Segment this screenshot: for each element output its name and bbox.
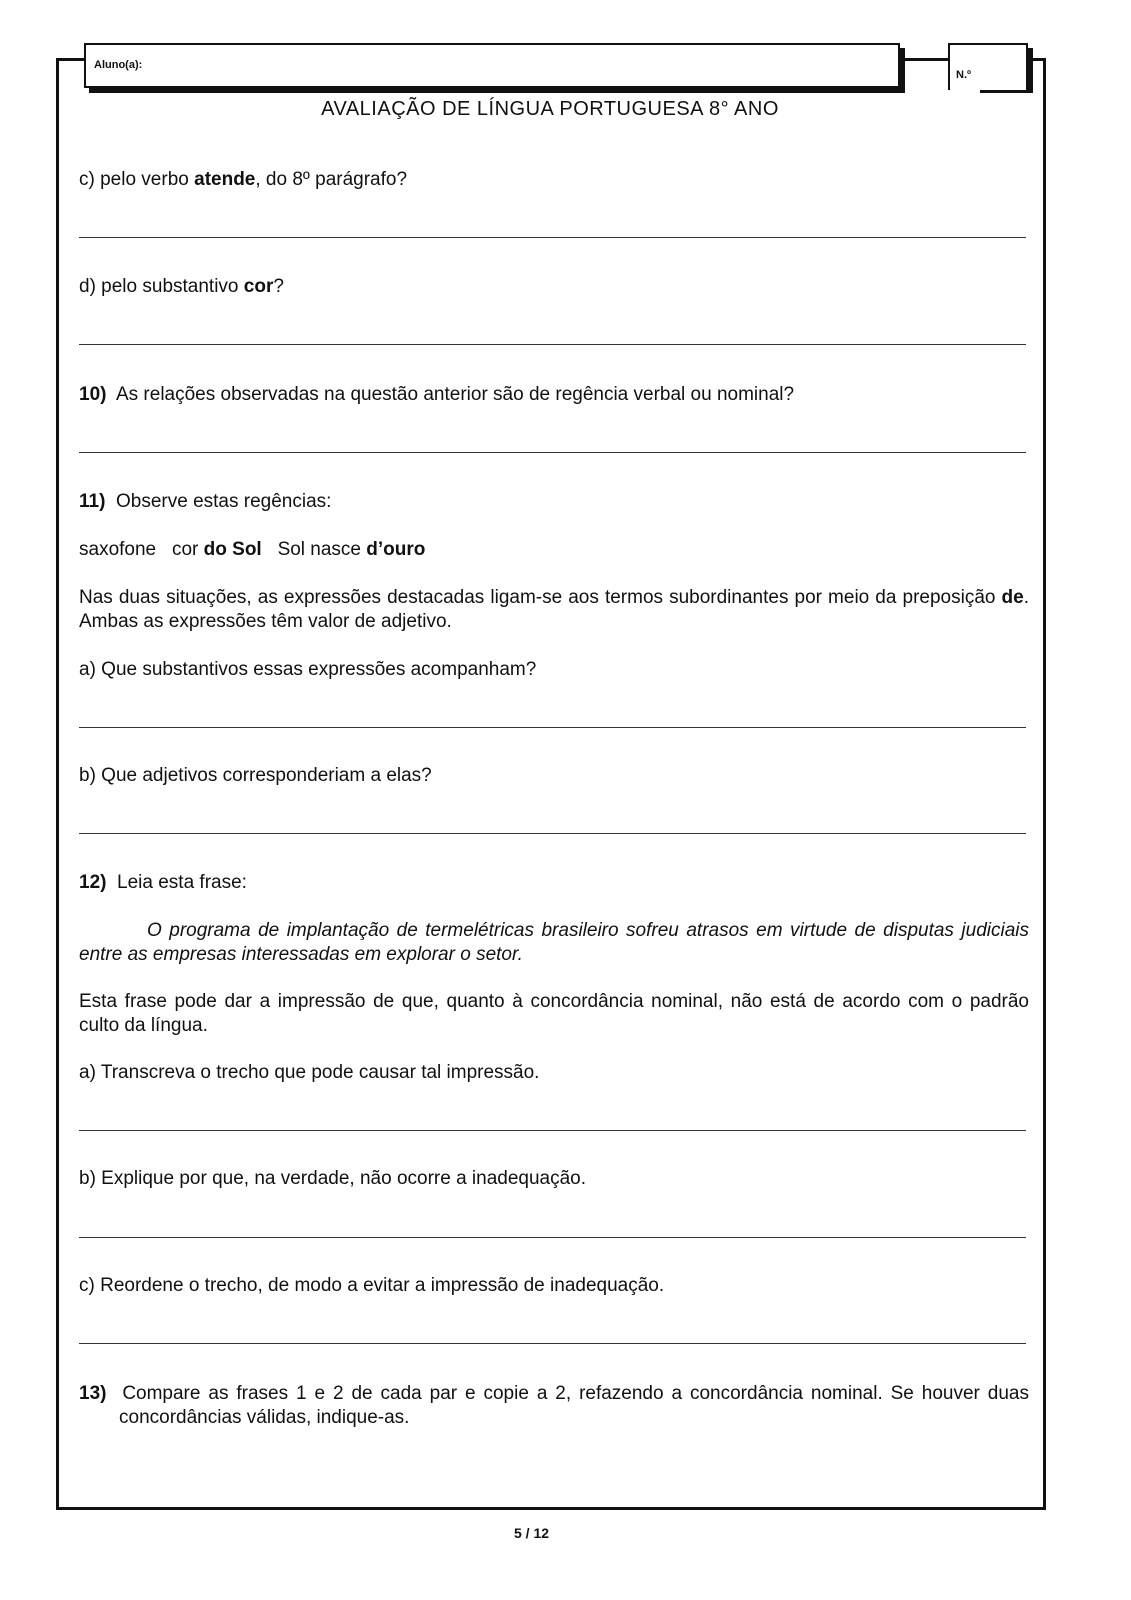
question-11-examples: saxofone cor do Sol Sol nasce d’ouro: [79, 539, 426, 560]
question-12a: a) Transcreva o trecho que pode causar tal impressão.: [79, 1062, 540, 1083]
answer-line[interactable]: [79, 833, 1026, 834]
student-label: Aluno(a):: [94, 59, 143, 71]
answer-line[interactable]: [79, 452, 1026, 453]
answer-line[interactable]: [79, 1343, 1026, 1344]
question-9d: d) pelo substantivo cor?: [79, 276, 284, 297]
question-10: 10) As relações observadas na questão anterior são de regência verbal ou nominal?: [79, 384, 795, 405]
question-12: 12) Leia esta frase:: [79, 872, 247, 893]
number-label: N.º: [956, 69, 972, 81]
student-number-field[interactable]: [948, 43, 1028, 90]
question-11: 11) Observe estas regências:: [79, 491, 332, 512]
question-12c: c) Reordene o trecho, de modo a evitar a impressão de inadequação.: [79, 1275, 665, 1296]
answer-line[interactable]: [79, 1237, 1026, 1238]
question-11-paragraph: Nas duas situações, as expressões destacadas ligam-se aos termos subordinantes por meio da preposição de. Ambas as expressões têm valor de adjetivo.: [79, 587, 1029, 632]
answer-line[interactable]: [79, 344, 1026, 345]
question-13: 13) Compare as frases 1 e 2 de cada par e copie a 2, refazendo a concordância nominal. Se houver duas concordâncias válidas, indique-as.: [79, 1383, 1030, 1428]
number-box-shadow: [1028, 48, 1033, 93]
question-11b: b) Que adjetivos corresponderiam a elas?: [79, 765, 432, 786]
answer-line[interactable]: [79, 727, 1026, 728]
answer-line[interactable]: [79, 237, 1026, 238]
question-12-paragraph: Esta frase pode dar a impressão de que, quanto à concordância nominal, não está de acordo com o padrão culto da língua.: [79, 991, 1029, 1036]
question-9c: c) pelo verbo atende, do 8º parágrafo?: [79, 169, 408, 190]
page-title: AVALIAÇÃO DE LÍNGUA PORTUGUESA 8° ANO: [321, 98, 779, 120]
answer-line[interactable]: [79, 1130, 1026, 1131]
question-12-quote: O programa de implantação de termelétricas brasileiro sofreu atrasos em virtude de disputas judiciais entre as empresas interessadas em explorar o setor.: [79, 920, 1029, 965]
question-11a: a) Que substantivos essas expressões acompanham?: [79, 659, 537, 680]
student-name-field[interactable]: [84, 43, 900, 88]
page-number: 5 / 12: [513, 1525, 550, 1541]
question-12b: b) Explique por que, na verdade, não ocorre a inadequação.: [79, 1168, 587, 1189]
